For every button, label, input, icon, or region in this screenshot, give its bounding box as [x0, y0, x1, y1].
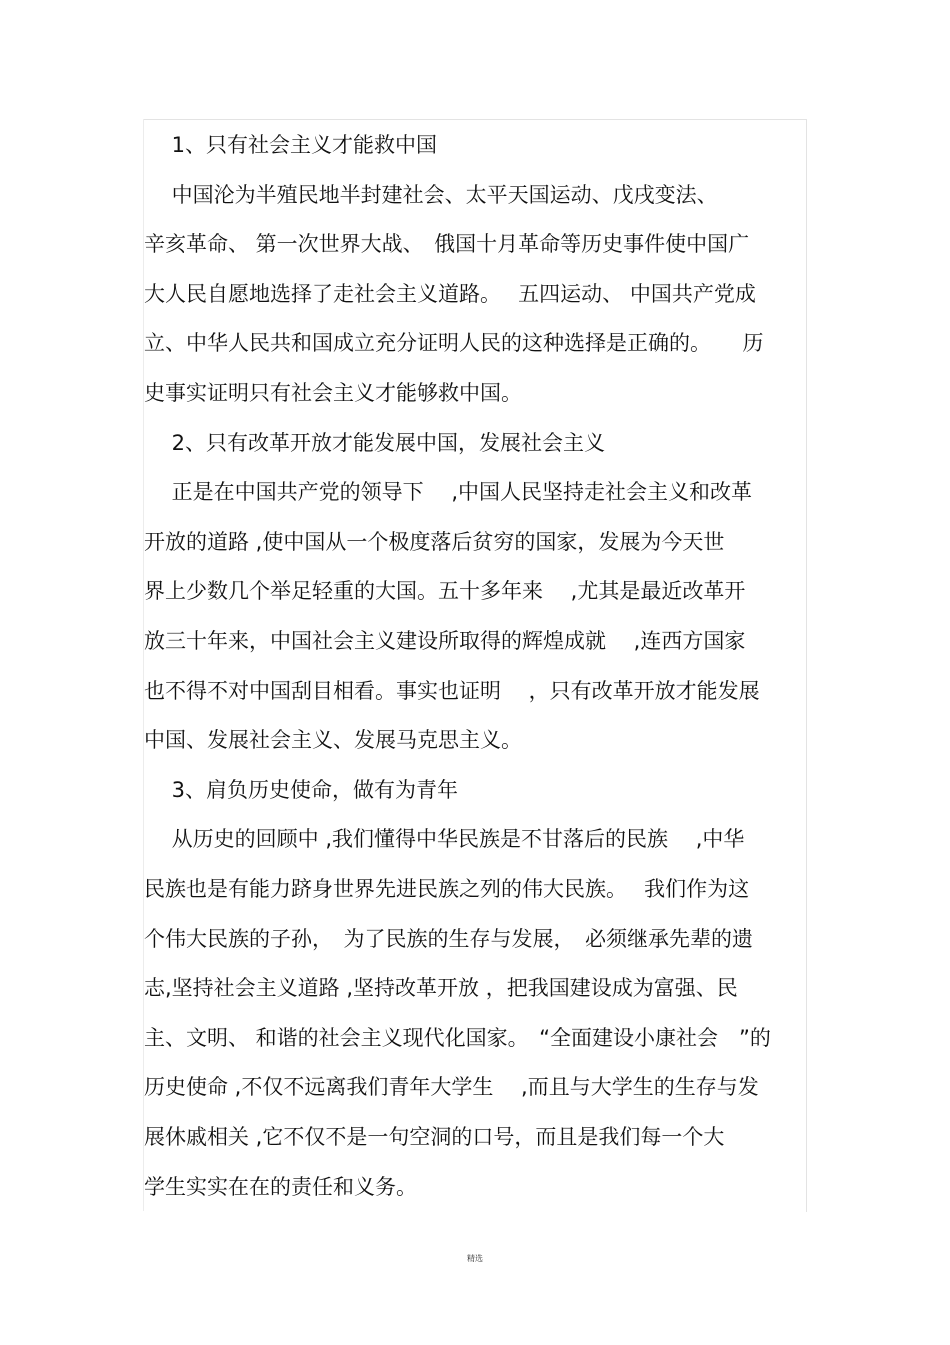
paragraph-line: 辛亥革命、 第一次世界大战、 俄国十月革命等历史事件使中国广 — [144, 232, 750, 256]
section-heading-3: 3、肩负历史使命，做有为青年 — [144, 778, 459, 802]
paragraph-line: 开放的道路 ,使中国从一个极度落后贫穷的国家，发展为今天世 — [144, 530, 725, 554]
paragraph-line: 史事实证明只有社会主义才能够救中国。 — [144, 381, 522, 405]
paragraph-line: 界上少数几个举足轻重的大国。五十多年来 ,尤其是最近改革开 — [144, 579, 746, 603]
paragraph-line: 中国、发展社会主义、发展马克思主义。 — [144, 728, 522, 752]
paragraph-line: 中国沦为半殖民地半封建社会、太平天国运动、戊戌变法、 — [144, 183, 718, 207]
paragraph-line: 学生实实在在的责任和义务。 — [144, 1175, 417, 1199]
paragraph-line: 历史使命 ,不仅不远离我们青年大学生 ,而且与大学生的生存与发 — [144, 1075, 759, 1099]
paragraph-line: 个伟大民族的子孙， 为了民族的生存与发展， 必须继承先辈的遗 — [144, 927, 753, 951]
paragraph-line: 志,坚持社会主义道路 ,坚持改革开放 ，把我国建设成为富强、民 — [144, 976, 738, 1000]
paragraph-line: 正是在中国共产党的领导下 ,中国人民坚持走社会主义和改革 — [144, 480, 753, 504]
paragraph-line: 大人民自愿地选择了走社会主义道路。 五四运动、 中国共产党成 — [144, 282, 756, 306]
section-heading-2: 2、只有改革开放才能发展中国，发展社会主义 — [144, 431, 606, 455]
section-heading-1: 1、只有社会主义才能救中国 — [144, 133, 438, 157]
paragraph-line: 立、中华人民共和国成立充分证明人民的这种选择是正确的。 历 — [144, 331, 764, 355]
paragraph-line: 从历史的回顾中 ,我们懂得中华民族是不甘落后的民族 ,中华 — [144, 827, 745, 851]
page-footer-label: 精选 — [467, 1254, 483, 1263]
paragraph-line: 民族也是有能力跻身世界先进民族之列的伟大民族。 我们作为这 — [144, 877, 750, 901]
paragraph-line: 展休戚相关 ,它不仅不是一句空洞的口号，而且是我们每一个大 — [144, 1125, 725, 1149]
paragraph-line: 主、文明、 和谐的社会主义现代化国家。 “全面建设小康社会 ”的 — [144, 1026, 771, 1050]
paragraph-line: 也不得不对中国刮目相看。事实也证明 ，只有改革开放才能发展 — [144, 679, 760, 703]
paragraph-line: 放三十年来，中国社会主义建设所取得的辉煌成就 ,连西方国家 — [144, 629, 746, 653]
